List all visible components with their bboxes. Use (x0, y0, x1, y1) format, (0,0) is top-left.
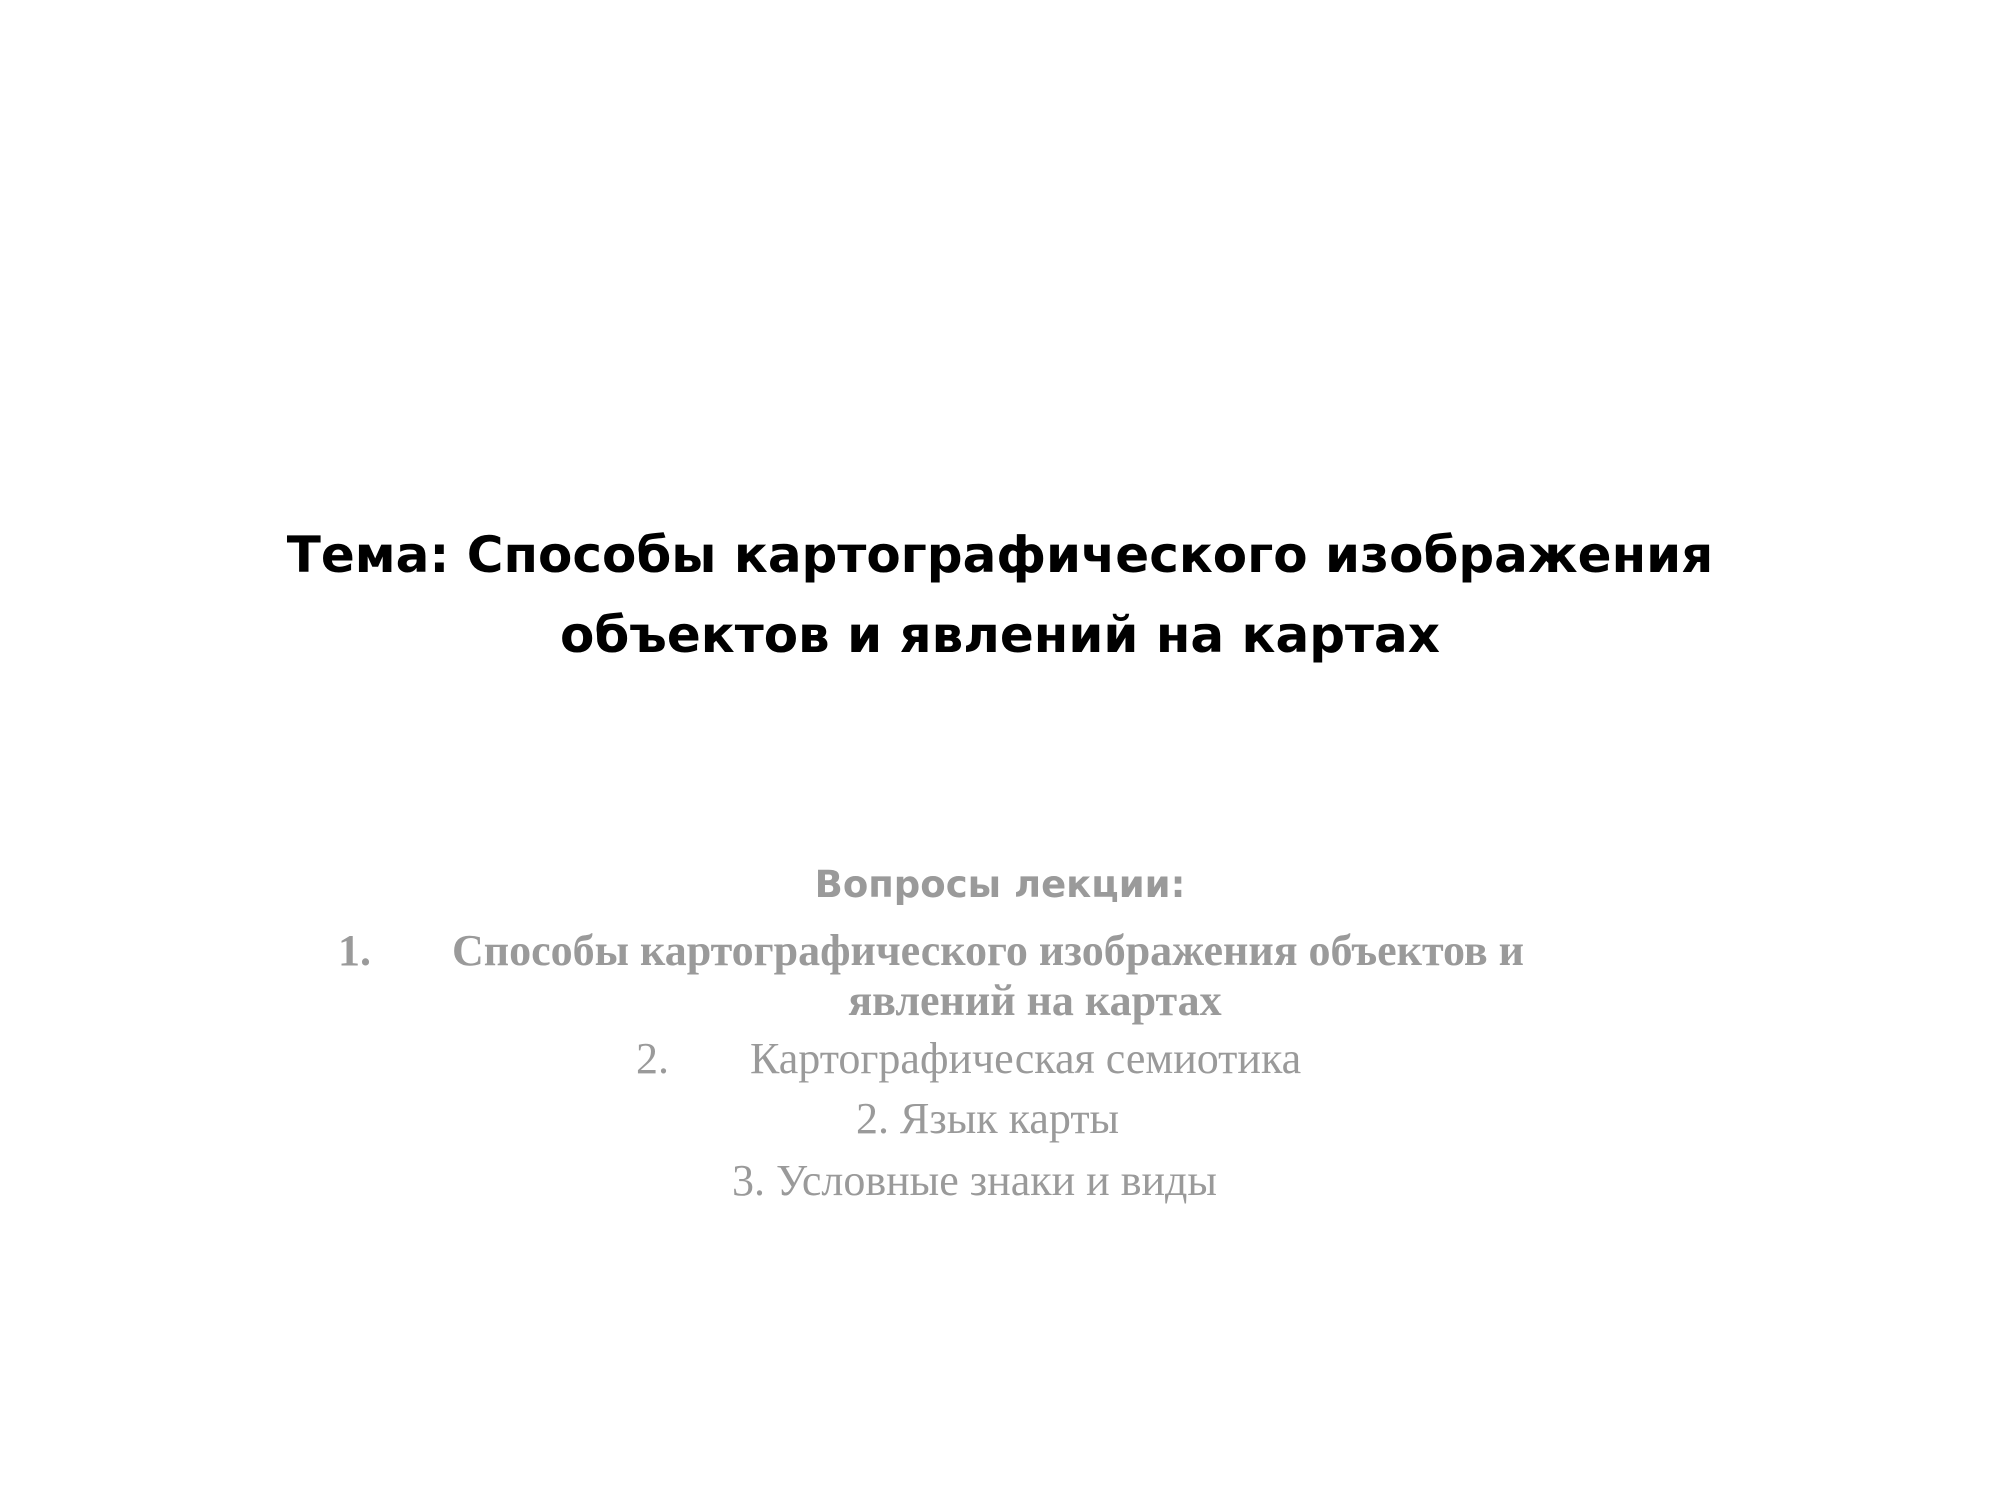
slide-title-line-1: Тема: Способы картографического изображения (286, 526, 1714, 584)
slide-title-line-2: объектов и явлений на картах (560, 606, 1440, 664)
questions-heading: Вопросы лекции: (814, 863, 1186, 906)
question-2-number: 2. (636, 1034, 669, 1083)
question-1-number: 1. (338, 926, 371, 975)
question-3-text: 2. Язык карты (856, 1094, 1120, 1143)
question-1-text-line-1: Способы картографического изображения объектов и (452, 926, 1525, 975)
question-1-text-line-2: явлений на картах (848, 976, 1222, 1025)
question-4-text: 3. Условные знаки и виды (732, 1156, 1217, 1205)
question-2-text: Картографическая семиотика (750, 1034, 1302, 1083)
